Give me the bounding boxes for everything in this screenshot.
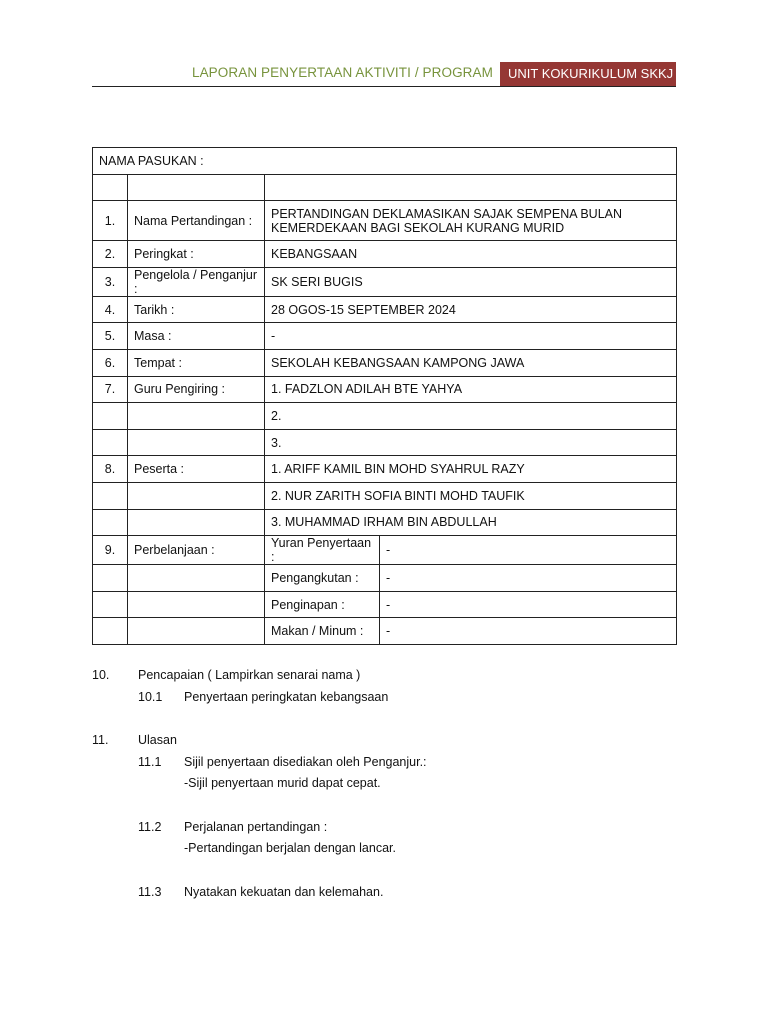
expense-label: Yuran Penyertaan : xyxy=(265,536,380,565)
section-heading xyxy=(92,665,676,687)
row-value: 28 OGOS-15 SEPTEMBER 2024 xyxy=(265,296,677,323)
expense-value: - xyxy=(380,591,677,618)
list-item xyxy=(92,882,676,904)
section-heading xyxy=(92,730,676,752)
row-number: 3. xyxy=(93,267,128,296)
section-number: 11. xyxy=(92,733,109,747)
row-value: 2. xyxy=(265,403,677,430)
section-number: 10. xyxy=(92,668,110,682)
team-name-label: NAMA PASUKAN : xyxy=(93,148,677,175)
table-row xyxy=(93,323,677,350)
table-cell xyxy=(128,618,265,645)
list-item-detail xyxy=(92,773,676,795)
row-value: 1. ARIFF KAMIL BIN MOHD SYAHRUL RAZY xyxy=(265,456,677,483)
report-sections xyxy=(92,665,676,903)
table-row xyxy=(93,349,677,376)
expense-value: - xyxy=(380,565,677,592)
table-row-expense xyxy=(93,591,677,618)
table-row xyxy=(93,482,677,509)
table-cell xyxy=(93,591,128,618)
row-label: Nama Pertandingan : xyxy=(128,201,265,241)
expense-label: Pengangkutan : xyxy=(265,565,380,592)
item-text: Sijil penyertaan disediakan oleh Penganjur.: xyxy=(184,754,427,769)
table-cell xyxy=(93,565,128,592)
table-row-expense xyxy=(93,618,677,645)
item-number: 11.2 xyxy=(138,819,162,834)
unit-badge: UNIT KOKURIKULUM SKKJ xyxy=(500,62,676,86)
list-item xyxy=(92,687,676,709)
row-value: 3. xyxy=(265,429,677,456)
item-detail: -Pertandingan berjalan dengan lancar. xyxy=(184,841,396,855)
list-item-detail xyxy=(92,838,676,860)
row-number xyxy=(93,429,128,456)
item-detail: -Sijil penyertaan murid dapat cepat. xyxy=(184,776,381,790)
row-label xyxy=(128,509,265,536)
row-value: 2. NUR ZARITH SOFIA BINTI MOHD TAUFIK xyxy=(265,482,677,509)
table-row xyxy=(93,241,677,268)
row-value: PERTANDINGAN DEKLAMASIKAN SAJAK SEMPENA BULAN KEMERDEKAAN BAGI SEKOLAH KURANG MURID xyxy=(265,201,677,241)
row-value: 3. MUHAMMAD IRHAM BIN ABDULLAH xyxy=(265,509,677,536)
row-value: 1. FADZLON ADILAH BTE YAHYA xyxy=(265,376,677,403)
table-row-expense xyxy=(93,536,677,565)
table-row-expense xyxy=(93,565,677,592)
row-number xyxy=(93,403,128,430)
expense-label: Makan / Minum : xyxy=(265,618,380,645)
table-cell xyxy=(93,618,128,645)
row-label: Guru Pengiring : xyxy=(128,376,265,403)
row-label xyxy=(128,429,265,456)
row-number: 7. xyxy=(93,376,128,403)
table-row xyxy=(93,403,677,430)
row-value: KEBANGSAAN xyxy=(265,241,677,268)
item-number: 11.3 xyxy=(138,884,162,899)
row-number: 6. xyxy=(93,349,128,376)
report-table xyxy=(92,147,677,645)
table-cell xyxy=(128,174,265,201)
row-label: Peserta : xyxy=(128,456,265,483)
row-number xyxy=(93,482,128,509)
list-item xyxy=(92,752,676,774)
table-row xyxy=(93,296,677,323)
table-row-team xyxy=(93,148,677,175)
list-item xyxy=(92,817,676,839)
table-row xyxy=(93,267,677,296)
row-number: 8. xyxy=(93,456,128,483)
table-row xyxy=(93,376,677,403)
table-cell xyxy=(93,174,128,201)
table-row xyxy=(93,509,677,536)
expense-value: - xyxy=(380,618,677,645)
row-number: 9. xyxy=(93,536,128,565)
row-number: 2. xyxy=(93,241,128,268)
expense-label: Penginapan : xyxy=(265,591,380,618)
item-text: Perjalanan pertandingan : xyxy=(184,819,328,834)
report-title: LAPORAN PENYERTAAN AKTIVITI / PROGRAM xyxy=(191,65,493,80)
expense-value: - xyxy=(380,536,677,565)
row-value: - xyxy=(265,323,677,350)
row-number xyxy=(93,509,128,536)
row-label: Peringkat : xyxy=(128,241,265,268)
section-title: Ulasan xyxy=(138,733,177,747)
table-row xyxy=(93,429,677,456)
table-row-blank xyxy=(93,174,677,201)
row-label xyxy=(128,403,265,430)
page-header xyxy=(92,62,676,87)
table-cell xyxy=(128,591,265,618)
table-cell xyxy=(265,174,677,201)
table-row xyxy=(93,201,677,241)
row-label: Tarikh : xyxy=(128,296,265,323)
row-value: SEKOLAH KEBANGSAAN KAMPONG JAWA xyxy=(265,349,677,376)
item-text: Nyatakan kekuatan dan kelemahan. xyxy=(184,884,384,899)
table-row xyxy=(93,456,677,483)
row-label: Tempat : xyxy=(128,349,265,376)
item-number: 11.1 xyxy=(138,754,162,769)
row-label: Perbelanjaan : xyxy=(128,536,265,565)
section-title: Pencapaian ( Lampirkan senarai nama ) xyxy=(138,668,361,682)
row-number: 1. xyxy=(93,201,128,241)
table-cell xyxy=(128,565,265,592)
item-number: 10.1 xyxy=(138,689,163,704)
row-label xyxy=(128,482,265,509)
row-number: 5. xyxy=(93,323,128,350)
row-label: Masa : xyxy=(128,323,265,350)
row-number: 4. xyxy=(93,296,128,323)
row-label: Pengelola / Penganjur : xyxy=(128,267,265,296)
item-text: Penyertaan peringkatan kebangsaan xyxy=(184,689,389,704)
row-value: SK SERI BUGIS xyxy=(265,267,677,296)
